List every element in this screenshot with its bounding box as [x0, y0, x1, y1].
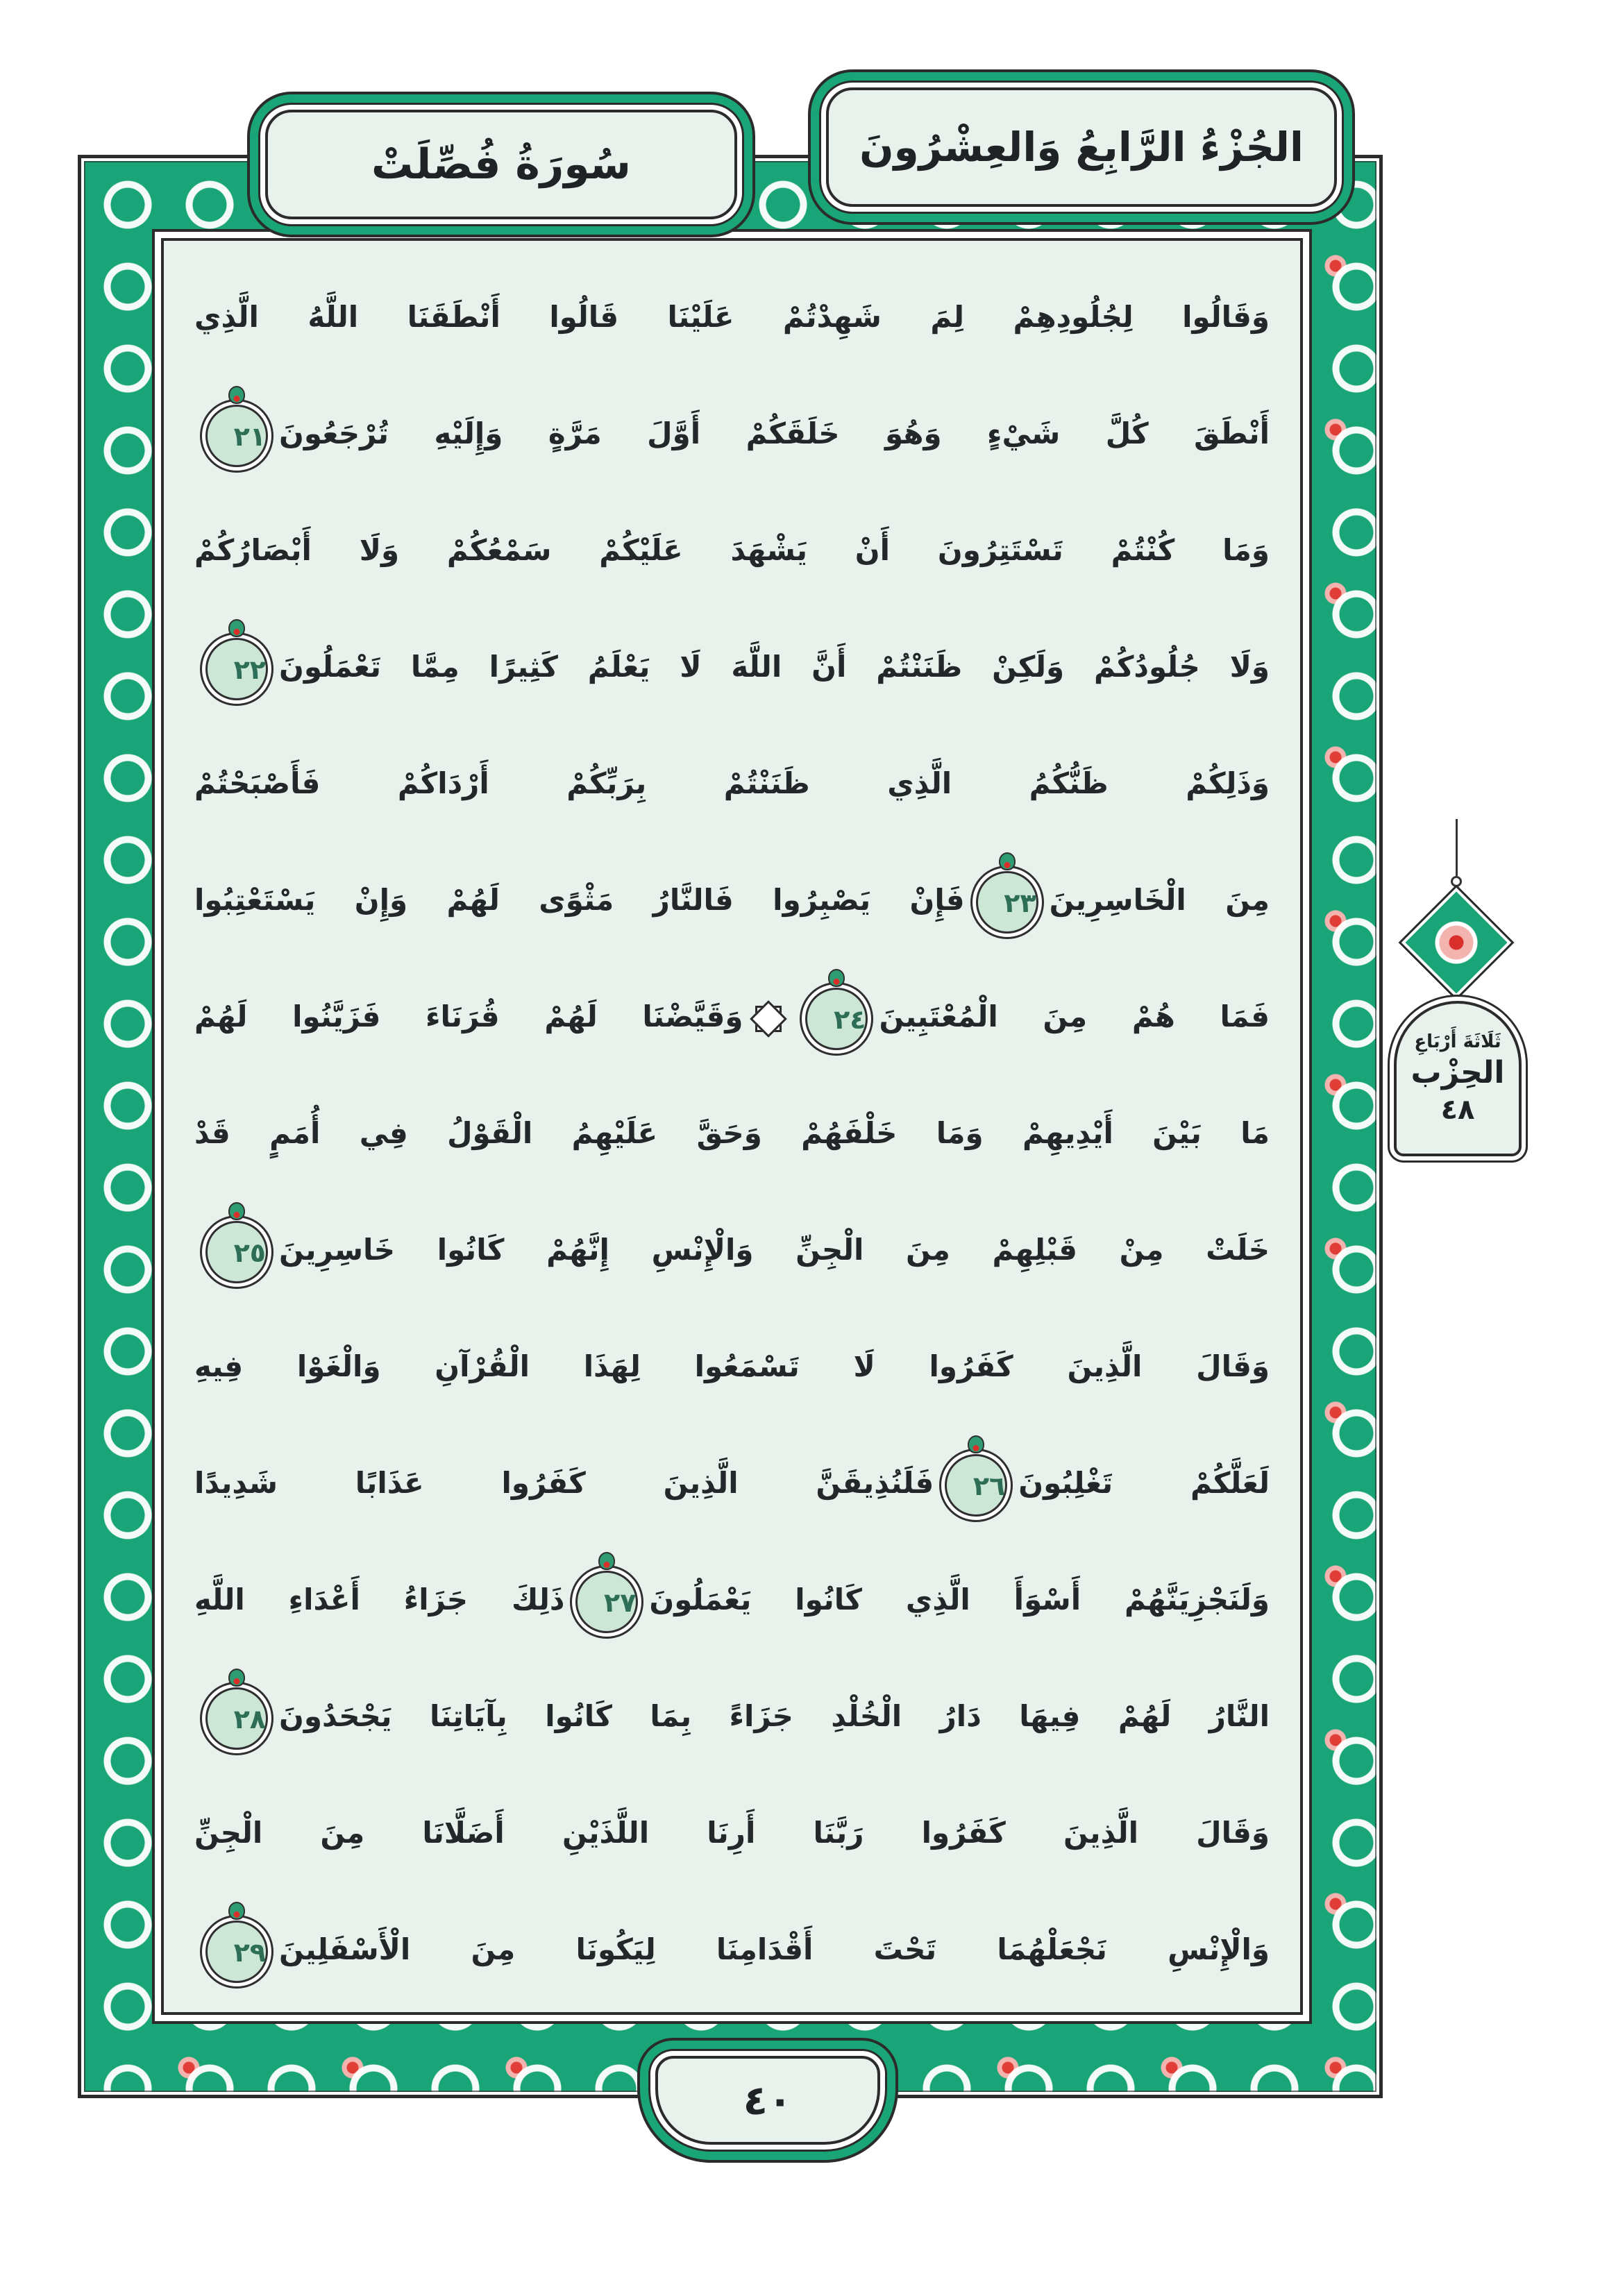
- quran-line: [194, 1075, 1270, 1192]
- hizb-margin-marker: [1381, 819, 1541, 1180]
- ayah-text: وَلَا جُلُودُكُمْ وَلَكِنْ ظَنَنْتُمْ أَنَّ اللَّهَ لَا يَعْلَمُ كَثِيرًا مِمَّا تَعْمَلُونَ: [279, 650, 1270, 684]
- verse-number: ٢٨: [233, 1703, 266, 1734]
- hizb-label: الحِزْب: [1410, 1054, 1505, 1090]
- page-number-cartouche: [655, 2056, 880, 2145]
- ayah-text: وَقَيَّضْنَا لَهُمْ قُرَنَاءَ فَزَيَّنُوا لَهُمْ: [194, 999, 743, 1033]
- quran-line: [194, 609, 1270, 725]
- verse-number-badge: [945, 1454, 1007, 1517]
- quran-line: [194, 492, 1270, 609]
- verse-number-badge: [805, 988, 868, 1050]
- hizb-quarter-label: ثَلَاثَةَ أَرْبَاعِ: [1414, 1031, 1501, 1052]
- ayah-text: لَعَلَّكُمْ تَغْلِبُونَ: [1018, 1466, 1270, 1500]
- quran-text-area: [194, 259, 1270, 1994]
- ayah-text: النَّارُ لَهُمْ فِيهَا دَارُ الْخُلْدِ جَزَاءً بِمَا كَانُوا بِآيَاتِنَا يَجْحَدُونَ: [279, 1699, 1270, 1733]
- verse-number-badge: [205, 638, 268, 700]
- verse-number-badge: [575, 1571, 638, 1633]
- quran-line: [194, 1891, 1270, 2008]
- ayah-text: فَإِنْ يَصْبِرُوا فَالنَّارُ مَثْوًى لَهُمْ وَإِنْ يَسْتَعْتِبُوا: [194, 883, 965, 917]
- verse-number: ٢١: [233, 421, 266, 452]
- hizb-plaque: [1394, 1001, 1522, 1156]
- verse-number-badge: [205, 405, 268, 467]
- hizb-flower-ornament-icon: [1401, 888, 1511, 997]
- ayah-text: وَقَالَ الَّذِينَ كَفَرُوا لَا تَسْمَعُوا لِهَذَا الْقُرْآنِ وَالْغَوْا فِيهِ: [194, 1349, 1270, 1383]
- quran-line: [194, 1542, 1270, 1658]
- ayah-text: مَا بَيْنَ أَيْدِيهِمْ وَمَا خَلْفَهُمْ وَحَقَّ عَلَيْهِمُ الْقَوْلُ فِي أُمَمٍ قَدْ: [194, 1116, 1270, 1150]
- ayah-text: وَمَا كُنْتُمْ تَسْتَتِرُونَ أَنْ يَشْهَدَ عَلَيْكُمْ سَمْعُكُمْ وَلَا أَبْصَارُكُمْ: [194, 533, 1270, 567]
- ayah-text: خَلَتْ مِنْ قَبْلِهِمْ مِنَ الْجِنِّ وَالْإِنْسِ إِنَّهُمْ كَانُوا خَاسِرِينَ: [279, 1233, 1270, 1267]
- text-panel: [161, 238, 1303, 2015]
- verse-number: ٢٢: [233, 654, 266, 685]
- ayah-text: وَالْإِنْسِ نَجْعَلْهُمَا تَحْتَ أَقْدَامِنَا لِيَكُونَا مِنَ الْأَسْفَلِينَ: [279, 1932, 1270, 1966]
- quran-line: [194, 1425, 1270, 1542]
- verse-number-badge: [205, 1221, 268, 1283]
- ayah-text: فَمَا هُمْ مِنَ الْمُعْتَبِينَ: [879, 999, 1270, 1033]
- surah-title-cartouche: [265, 110, 737, 219]
- quran-line: [194, 259, 1270, 375]
- verse-number: ٢٩: [233, 1936, 266, 1968]
- verse-number-badge: [205, 1921, 268, 1983]
- verse-number: ٢٧: [604, 1587, 637, 1618]
- quran-line: [194, 842, 1270, 959]
- hizb-bead-icon: [1451, 876, 1462, 887]
- verse-number-badge: [976, 871, 1038, 934]
- hizb-hanging-line: [1456, 819, 1458, 876]
- ayah-text: مِنَ الْخَاسِرِينَ: [1049, 883, 1270, 917]
- quran-line: [194, 1658, 1270, 1775]
- verse-number: ٢٤: [834, 1004, 866, 1035]
- juz-title: الجُزْءُ الرَّابِعُ وَالعِشْرُونَ: [859, 124, 1304, 171]
- verse-number: ٢٣: [1004, 887, 1036, 918]
- decorative-border: [78, 155, 1383, 2098]
- hizb-number: ٤٨: [1440, 1094, 1475, 1126]
- quran-line: [194, 1192, 1270, 1308]
- verse-number-badge: [205, 1687, 268, 1750]
- ayah-text: وَلَنَجْزِيَنَّهُمْ أَسْوَأَ الَّذِي كَانُوا يَعْمَلُونَ: [649, 1582, 1270, 1617]
- quran-line: [194, 959, 1270, 1075]
- page-number: ٤٠: [743, 2077, 793, 2124]
- verse-number: ٢٦: [972, 1470, 1006, 1501]
- ayah-text: وَقَالُوا لِجُلُودِهِمْ لِمَ شَهِدْتُمْ عَلَيْنَا قَالُوا أَنْطَقَنَا اللَّهُ الَّذِي: [194, 300, 1270, 334]
- juz-title-cartouche: [826, 87, 1337, 207]
- quran-line: [194, 1308, 1270, 1425]
- quran-line: [194, 1775, 1270, 1891]
- ayah-text: وَقَالَ الَّذِينَ كَفَرُوا رَبَّنَا أَرِنَا اللَّذَيْنِ أَضَلَّانَا مِنَ الْجِنِّ: [194, 1816, 1270, 1850]
- surah-title: سُورَةُ فُصِّلَتْ: [371, 140, 631, 189]
- rub-el-hizb-star-icon: [750, 1000, 787, 1038]
- ayah-text: فَلَنُذِيقَنَّ الَّذِينَ كَفَرُوا عَذَابًا شَدِيدًا: [194, 1466, 934, 1500]
- quran-line: [194, 375, 1270, 492]
- ayah-text: أَنْطَقَ كُلَّ شَيْءٍ وَهُوَ خَلَقَكُمْ أَوَّلَ مَرَّةٍ وَإِلَيْهِ تُرْجَعُونَ: [279, 416, 1270, 450]
- quran-line: [194, 725, 1270, 842]
- ayah-text: ذَلِكَ جَزَاءُ أَعْدَاءِ اللَّهِ: [194, 1582, 565, 1617]
- verse-number: ٢٥: [233, 1237, 266, 1268]
- ayah-text: وَذَلِكُمْ ظَنُّكُمُ الَّذِي ظَنَنْتُمْ بِرَبِّكُمْ أَرْدَاكُمْ فَأَصْبَحْتُمْ: [194, 766, 1270, 800]
